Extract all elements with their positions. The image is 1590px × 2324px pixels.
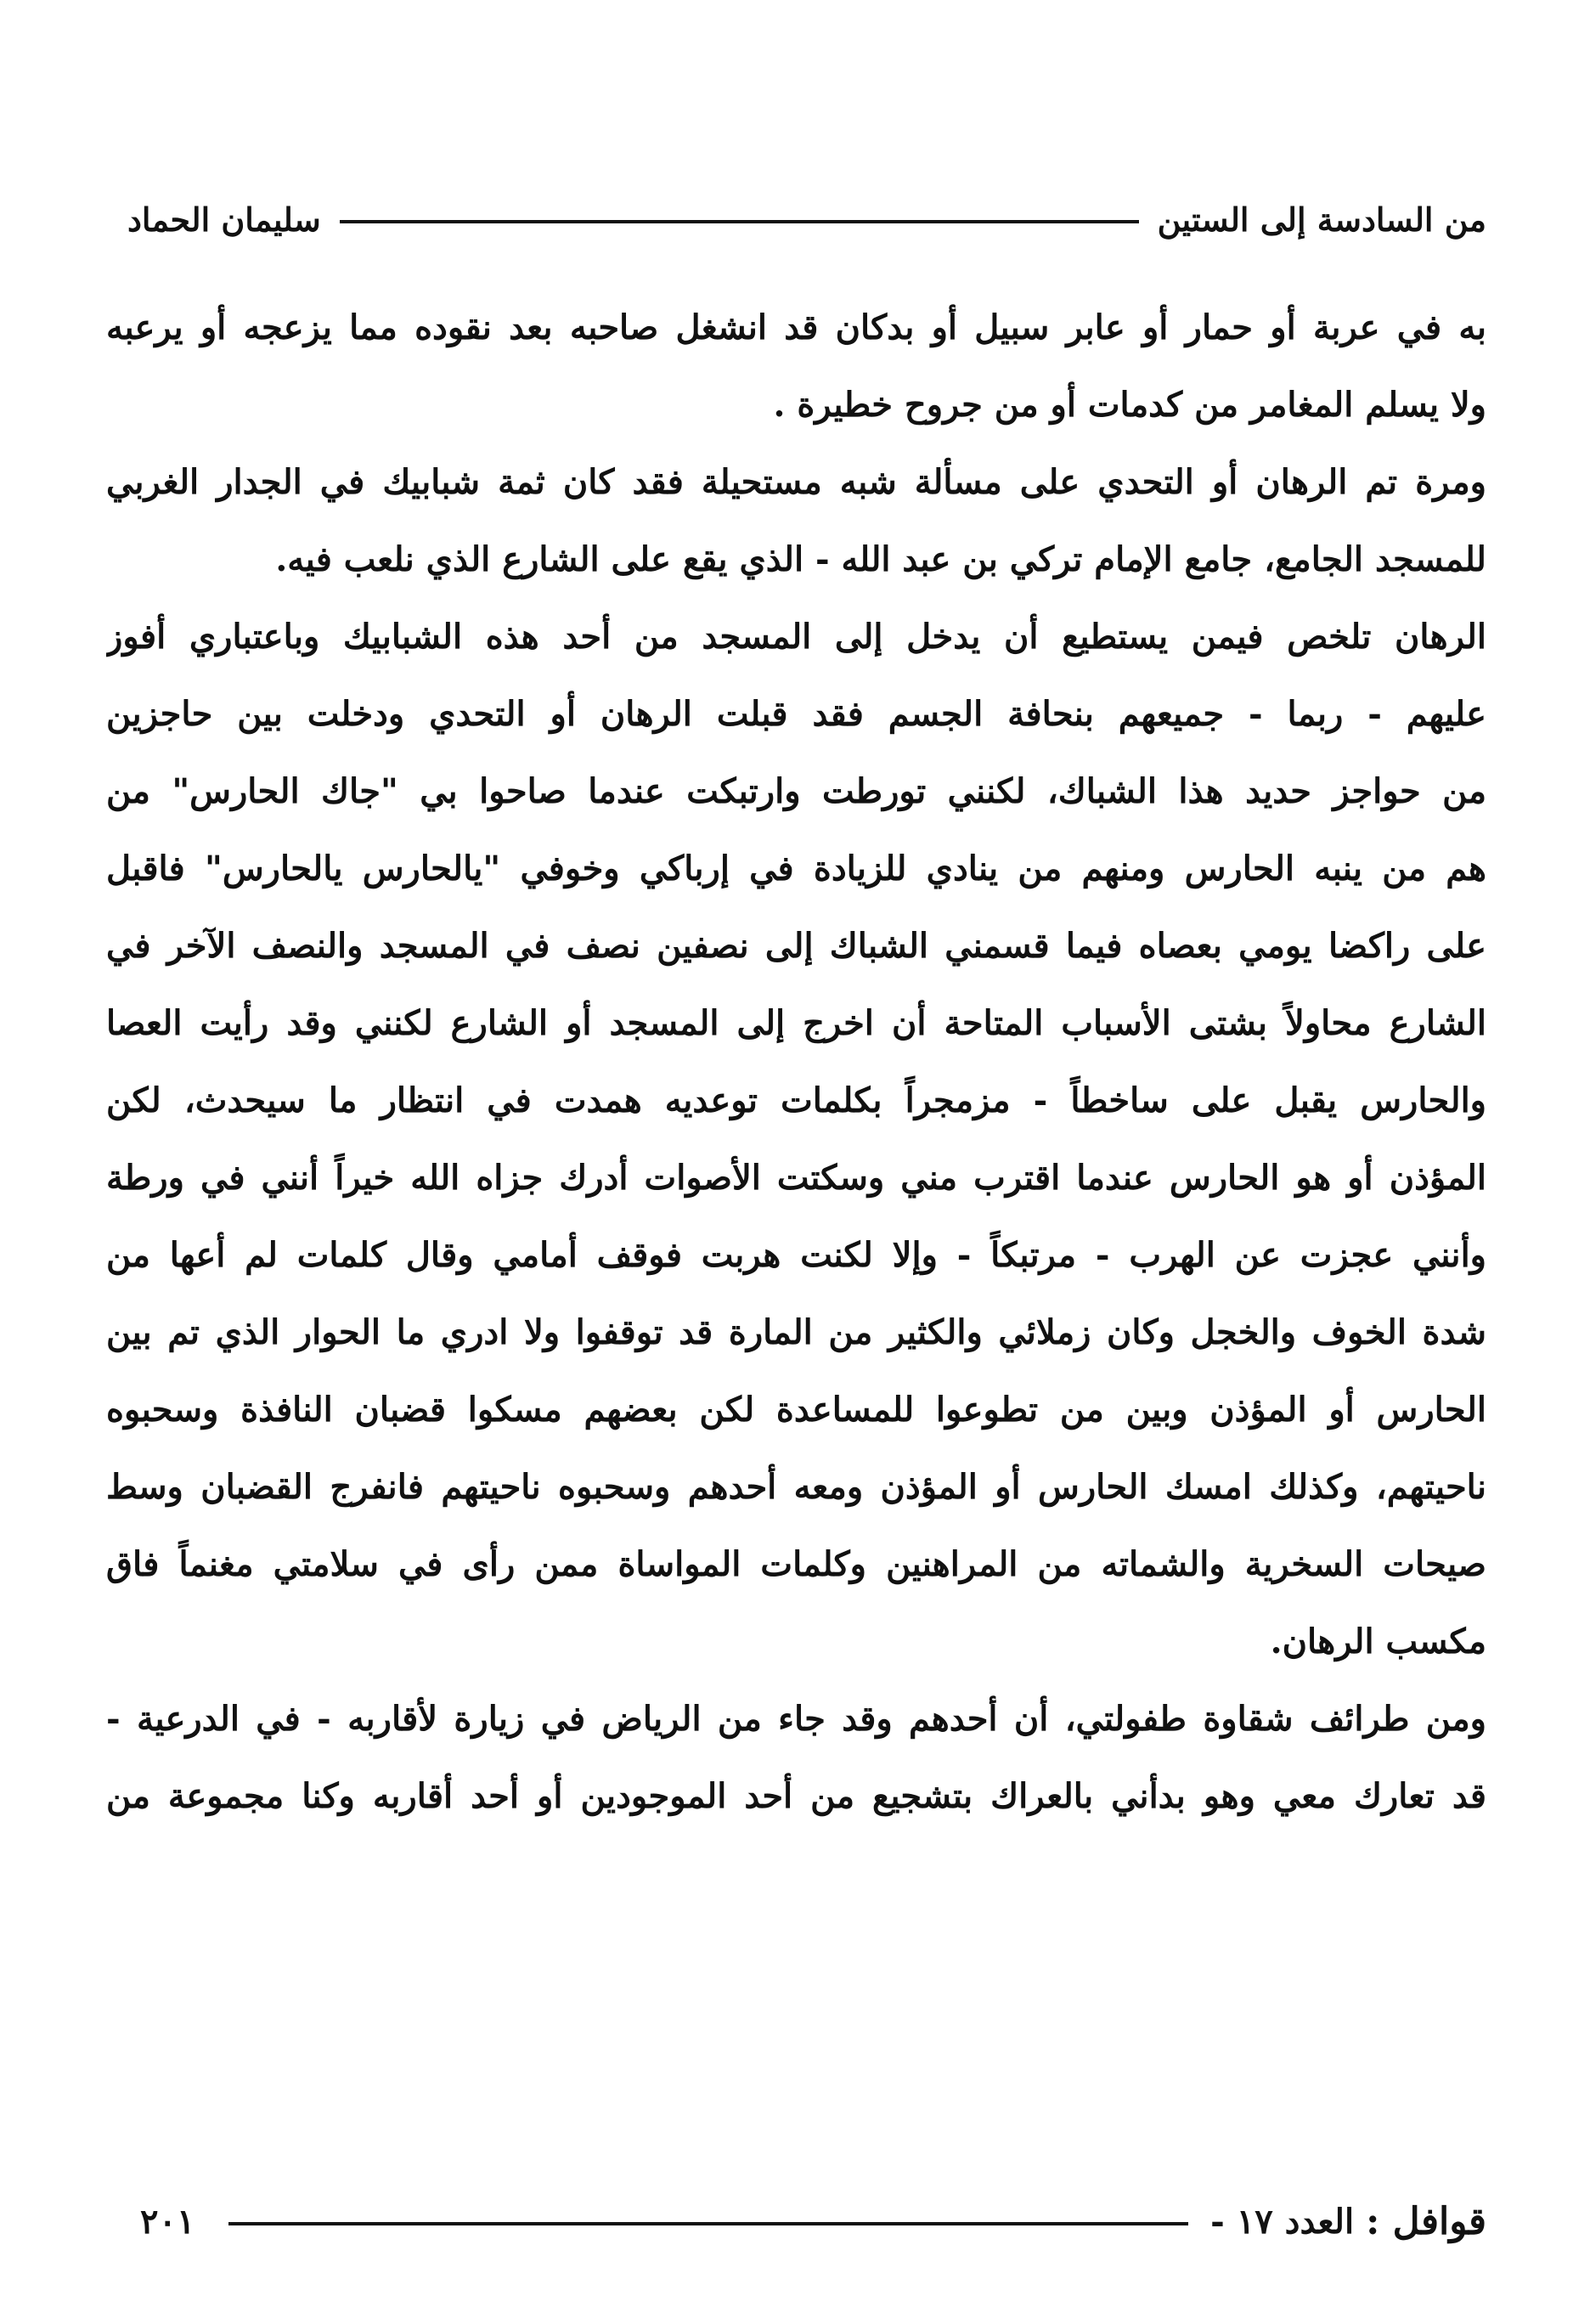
text-line: الرهان تلخص فيمن يستطيع أن يدخل إلى المسجد من أحد هذه الشبابيك وباعتباري أفوز bbox=[106, 617, 1486, 657]
text-line: ناحيتهم، وكذلك امسك الحارس أو المؤذن ومعه أحدهم وسحبوه ناحيتهم فانفرج القضبان وسط bbox=[106, 1467, 1486, 1507]
text-line: ولا يسلم المغامر من كدمات أو من جروح خطيرة . bbox=[773, 385, 1486, 425]
text-line: والحارس يقبل على ساخطاً - مزمجراً بكلمات توعديه همدت في انتظار ما سيحدث، لكن bbox=[106, 1080, 1486, 1120]
text-line: عليهم - ربما - جميعهم بنحافة الجسم فقد قبلت الرهان أو التحدي ودخلت بين حاجزين bbox=[106, 694, 1486, 734]
book-title: من السادسة إلى الستين bbox=[1157, 200, 1486, 239]
text-line: ومن طرائف شقاوة طفولتي، أن أحدهم وقد جاء من الرياض في زيارة لأقاربه - في الدرعية - bbox=[106, 1699, 1486, 1739]
text-line: الحارس أو المؤذن وبين من تطوعوا للمساعدة لكن بعضهم مسكوا قضبان النافذة وسحبوه bbox=[106, 1390, 1486, 1430]
text-line: هم من ينبه الحارس ومنهم من ينادي للزيادة في إرباكي وخوفي "يالحارس يالحارس" فاقبل bbox=[106, 849, 1486, 888]
text-line: للمسجد الجامع، جامع الإمام تركي بن عبد الله - الذي يقع على الشارع الذي نلعب فيه. bbox=[275, 539, 1486, 579]
text-line: وأنني عجزت عن الهرب - مرتبكاً - وإلا لكنت هربت فوقف أمامي وقال كلمات لم أعها من bbox=[106, 1235, 1486, 1275]
footer-dash: - bbox=[1210, 2201, 1225, 2242]
header-rule bbox=[340, 220, 1139, 223]
journal-name: قوافل : bbox=[1366, 2199, 1486, 2243]
footer-rule bbox=[228, 2222, 1188, 2225]
text-line: المؤذن أو هو الحارس عندما اقترب مني وسكتت الأصوات أدرك جزاه الله خيراً أنني في ورطة bbox=[106, 1158, 1486, 1198]
page-footer bbox=[106, 2191, 1486, 2251]
text-line: صيحات السخرية والشماته من المراهنين وكلمات المواساة ممن رأى في سلامتي مغنماً فاق bbox=[106, 1544, 1486, 1584]
body-text bbox=[106, 289, 1486, 1835]
text-line: الشارع محاولاً بشتى الأسباب المتاحة أن اخرج إلى المسجد أو الشارع لكنني وقد رأيت العصا bbox=[106, 1003, 1486, 1043]
text-line: مكسب الرهان. bbox=[1270, 1622, 1486, 1661]
text-line: قد تعارك معي وهو بدأني بالعراك بتشجيع من أحد الموجودين أو أحد أقاربه وكنا مجموعة من bbox=[106, 1776, 1486, 1816]
issue-number: العدد ١٧ bbox=[1236, 2201, 1355, 2242]
text-line: على راكضا يومي بعصاه فيما قسمني الشباك إلى نصفين نصف في المسجد والنصف الآخر في bbox=[106, 926, 1486, 966]
running-header bbox=[127, 194, 1486, 245]
text-line: به في عربة أو حمار أو عابر سبيل أو بدكان قد انشغل صاحبه بعد نقوده مما يزعجه أو يرعبه bbox=[106, 307, 1486, 347]
text-line: ومرة تم الرهان أو التحدي على مسألة شبه مستحيلة فقد كان ثمة شبابيك في الجدار الغربي bbox=[106, 462, 1486, 502]
author-name: سليمان الحماد bbox=[127, 200, 321, 239]
page-number: ٢٠١ bbox=[140, 2201, 195, 2242]
text-line: شدة الخوف والخجل وكان زملائي والكثير من المارة قد توقفوا ولا ادري ما الحوار الذي تم بين bbox=[106, 1312, 1486, 1352]
text-line: من حواجز حديد هذا الشباك، لكنني تورطت وارتبكت عندما صاحوا بي "جاك الحارس" من bbox=[106, 771, 1486, 811]
